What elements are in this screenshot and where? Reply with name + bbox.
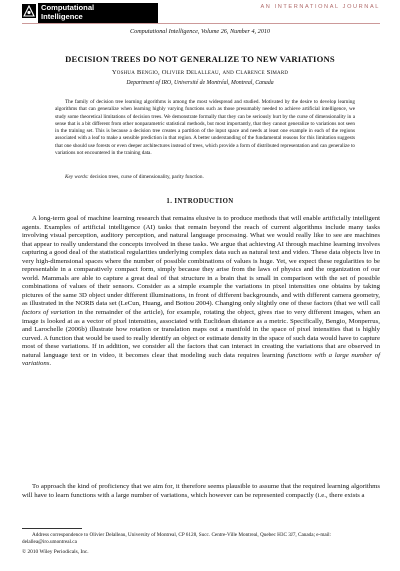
keywords-text: decision trees, curse of dimensionality, parity function. — [89, 174, 204, 180]
journal-tagline: AN INTERNATIONAL JOURNAL — [260, 4, 380, 10]
logo-line-2: Intelligence — [41, 12, 83, 21]
logo-line-1: Computational — [41, 3, 95, 12]
p1-text-c: . — [49, 360, 52, 368]
copyright-notice: © 2010 Wiley Periodicals, Inc. — [22, 549, 89, 555]
keywords-label: Key words: — [65, 174, 89, 180]
journal-logo-icon — [22, 4, 36, 18]
p1-text-b: in the remainder of the article), for example, rotating the object, gives rise to very different images, when an image is looked at as a vector of pixel intensities, associated with Euclidean distance as a metric. Specifically, Bengio, Monperrus, and Larochelle (2006b) illustrate how rotation or translation maps out a manifold in the space of pixel intensities that is highly curved. A function that would be used to really identify an object or estimate density in the space of such data would have to capture most of these variations. If in addition, we consider all the factors that can interact in creating the variations that are observed in natural language text or in video, it becomes clear that modeling such data requires learning — [22, 309, 380, 359]
p1-emphasis-a: factors of variation — [22, 309, 76, 317]
affiliation: Department of IRO, Université de Montréal, Montreal, Canada — [126, 80, 274, 86]
citation-line: Computational Intelligence, Volume 26, Number 4, 2010 — [129, 28, 271, 35]
intro-paragraph-2: To approach the kind of proficiency that we aim for, it therefore seems plausible to assume that the required learning algorithms will have to learn functions with a large number of variations, which however can be represented compactly (i.e., there exists a — [22, 483, 380, 499]
author-list: Yoshua Bengio, Olivier Delalleau, and Clarence Simard — [111, 69, 289, 76]
correspondence-footnote: Address correspondence to Olivier Delalleau, University of Montreal, CP 6128, Succ. Centre-Ville Montreal, Quebec H3C 3J7, Canada; e-mail: delallea@iro.umontreal.ca — [22, 532, 331, 546]
p1-text-a: A long-term goal of machine learning research that remains elusive is to produce methods that will enable artificially intelligent agents. Examples of artificial intelligence (AI) tasks that remain beyond the reach of current algorithms include many tasks involving visual perception, auditory perception, and natural language processing. What we would really like to see are machines that appear to really understand the concepts involved in these tasks. We argue that achieving AI through machine learning involves capturing a good deal of the statistical regularities underlying complex data such as natural text and video. These data objects live in very high-dimensional spaces where the number of possible combinations of values is huge. Yet, we expect these regularities to be representable in a comparatively compact form, simply because they arise from the laws of physics and the organization of our world. Mammals are able to capture a great deal of that structure in a brain that is small in comparison with the set of possible combinations of values of their sensors. Consider as a simple example the variations in pixel intensities one obtains by taking pictures of the same 3D object under different illuminations, in front of different backgrounds, and with different camera geometry, as illustrated in the NORB data set (LeCun, Huang, and Bottou 2004). Changing only slightly one of these factors (that we will call — [22, 215, 380, 308]
journal-logo-wordmark — [38, 3, 158, 23]
abstract: The family of decision tree learning algorithms is among the most widespread and studied. Motivated by the desire to develop learning algorithms that can generalize when learning highly varying functions such as those presumably needed to achieve artificial intelligence, we study some theoretical limitations of decision trees. We demonstrate formally that they can be seriously hurt by the curse of dimensionality in a sense that is a bit different from other nonparametric statistical methods, but most importantly, that they cannot generalize to variations not seen in the training set. This is because a decision tree creates a partition of the input space and needs at least one example in each of the regions associated with a leaf to make a sensible prediction in that region. A better understanding of the fundamental reasons for this limitation suggests that one should use forests or even deeper architectures instead of trees, which provide a form of distributed representation and can generalize to variations not encountered in the training data. — [55, 99, 355, 157]
p1-emphasis-b: functions with a large number of variations — [22, 351, 381, 368]
keywords — [55, 174, 355, 181]
section-heading: 1. INTRODUCTION — [166, 198, 234, 205]
intro-paragraph-1 — [22, 215, 380, 369]
paper-title: DECISION TREES DO NOT GENERALIZE TO NEW VARIATIONS — [65, 54, 335, 64]
header-rule — [22, 23, 380, 24]
footnote-rule — [22, 528, 82, 529]
